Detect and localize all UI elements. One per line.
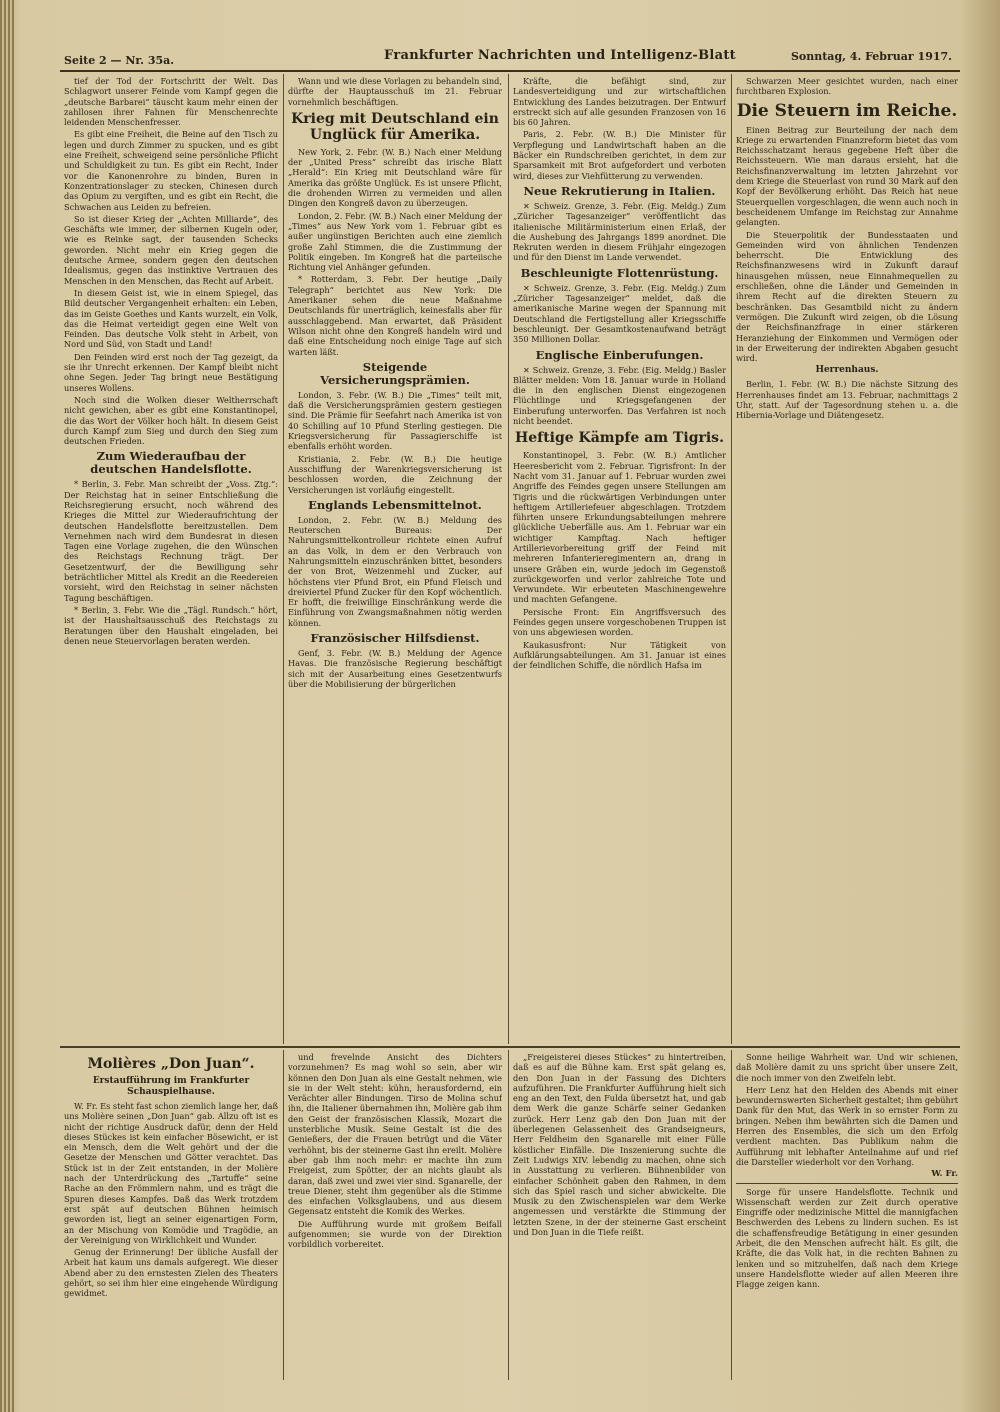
column-rule (283, 74, 284, 1044)
article-text: Einen Beitrag zur Beurteilung der nach dem Kriege zu erwartenden Finanzreform bietet das vom Reichsschatzamt heraus gegebene Heft über die Reichssteuern. Wie man daraus ersieht, hat die Reichsfinanzverwaltung im letzten Jahrzehnt vor dem Kriege die Steuerlast von rund 30 Mark auf den Kopf der Bevölkerung erhöht. Das Reich hat neue Steuerquellen vorgeschlagen, die wenn auch noch in bescheidenem Umfange im Reichstag zur Annahme gelangten. (736, 124, 958, 228)
page-header (60, 48, 960, 72)
newspaper-title: Frankfurter Nachrichten und Intelligenz-Blatt (384, 48, 736, 63)
feuilleton-column-2 (288, 1052, 502, 1380)
bound-page-edge (0, 0, 14, 1412)
article-text: In diesem Geist ist, wie in einem Spiegel, das Bild deutscher Vergangenheit erhalten: ein Leben, das im Geiste Goethes und Kants wurzelt, ein Volk, das die Heimat verteidigt gegen eine Welt von Feinden. Das deutsche Volk steht in Arbeit, von Nord und Süd, von Stadt und Land! (64, 287, 278, 350)
article-text: Genug der Erinnerung! Der übliche Ausfall der Arbeit hat kaum uns damals aufgeregt. Wie dieser Abend aber zu den ernstesten Zielen des Theaters gehört, so sei ihm hier eine eingehende Würdigung gewidmet. (64, 1247, 278, 1299)
article-text: Kräfte, die befähigt sind, zur Landesverteidigung und zur wirtschaftlichen Entwicklung des Landes beizutragen. Der Entwurf erstreckt sich auf alle gesunden Franzosen von 16 bis 60 Jahren. (513, 76, 726, 128)
column-rule (508, 74, 509, 1044)
feuilleton-title: Molières „Don Juan“. (87, 1056, 255, 1072)
headline-flottenruestung: Beschleunigte Flottenrüstung. (520, 265, 719, 280)
article-text: Konstantinopel, 3. Febr. (W. B.) Amtlicher Heeresbericht vom 2. Februar. Tigrisfront: In der Nacht vom 31. Januar auf 1. Februar wurden zwei Angriffe des Feindes gegen unsere Stellungen am Tigris und die rückwärtigen Verbindungen unter heftigem Artilleriefeuer abgeschlagen. Trotzdem führten unsere Erkundungsabteilungen mehrere glückliche Ueberfälle aus. Am 1. Februar war ein wichtiger Kampftag. Nach heftiger Artillerievorbereitung griff der Feind mit mehreren Infanterieregimentern an, drang in unsere Gräben ein, wurde jedoch im Gegenstoß zurückgeworfen und verlor zahlreiche Tote und Verwundete. Wir erbeuteten Maschinengewehre und machten Gefangene. (513, 450, 726, 605)
article-text: tief der Tod der Fortschritt der Welt. Das Schlagwort unserer Feinde vom Kampf gegen die „deutsche Barbarei“ täuscht kaum mehr einen der zahllosen ihrer Fahnen für Menschenrechte leidenden Menschenfresser. (64, 76, 278, 128)
headline-handelsflotte: Zum Wiederaufbau der deutschen Handelsflotte. (90, 449, 252, 477)
issue-date: Sonntag, 4. Februar 1917. (790, 50, 952, 63)
article-text: Wann und wie diese Vorlagen zu behandeln sind, dürfte der Hauptausschuß im 21. Februar vornehmlich beschäftigen. (288, 76, 502, 107)
article-text: London, 3. Febr. (W. B.) Die „Times“ teilt mit, daß die Versicherungsprämien gestern gestiegen sind. Die Prämie für Seefahrt nach Amerika ist von 40 Schilling auf 10 Pfund Sterling gestiegen. Die Kriegsversicherung für Passagierschiffe ist ebenfalls erhöht worden. (288, 389, 502, 452)
headline-tigris: Heftige Kämpfe am Tigris. (515, 430, 724, 447)
column-4 (736, 76, 958, 1044)
article-text: Schwarzen Meer gesichtet wurden, nach einer furchtbaren Explosion. (736, 76, 958, 97)
section-divider (736, 1183, 958, 1184)
article-text: ✕ Schweiz. Grenze, 3. Febr. (Eig. Meldg.) Zum „Züricher Tagesanzeiger“ veröffentlicht das italienische Militärministerium einen Erlaß, der die Aushebung des Jahrgangs 1899 anordnet. Die Rekruten werden in diesem Frühjahr eingezogen und für den Dienst im Lande verwendet. (513, 200, 726, 263)
article-text: * Berlin, 3. Febr. Man schreibt der „Voss. Ztg.“: Der Reichstag hat in seiner Entschließung die Reichsregierung ersucht, noch während des Krieges die Mittel zur Wiederaufrichtung der deutschen Handelsflotte bereitzustellen. Dem Vernehmen nach wird dem Bundesrat in diesen Tagen eine Vorlage zugehen, die den Wünschen des Reichstags Rechnung trägt. Der Gesetzentwurf, der die Bewilligung sehr beträchtlicher Mittel als Kredit an die Reedereien vorsieht, wird den Reichstag in seiner nächsten Tagung beschäftigen. (64, 479, 278, 603)
article-text: Die Aufführung wurde mit großem Beifall aufgenommen; sie wurde von der Direktion vorbildlich vorbereitet. (288, 1218, 502, 1250)
article-text: ✕ Schweiz. Grenze, 3. Febr. (Eig. Meldg.) Zum „Züricher Tagesanzeiger“ meldet, daß die amerikanische Marine wegen der Spannung mit Deutschland die Fertigstellung aller Kriegsschiffe beschleunigt. Der Gesamtkostenaufwand beträgt 350 Millionen Dollar. (513, 282, 726, 345)
author-signature: W. Fr. (931, 1169, 958, 1180)
headline-rekrutierung: Neue Rekrutierung in Italien. (523, 183, 716, 198)
headline-einberufungen: Englische Einberufungen. (535, 347, 704, 362)
article-text: „Freigeisterei dieses Stückes“ zu hintertreiben, daß es auf die Bühne kam. Erst spät gelang es, den Don Juan in der Fassung des Dichters aufzuführen. Die Frankfurter Aufführung hielt sich eng an den Text, den Fulda übersetzt hat, und gab dem Werk die ganze Schärfe seiner Gedanken zurück. Herr Lenz gab den Don Juan mit der überlegenen Gelassenheit des Grandseigneurs, Herr Feldheim den Sganarelle mit einer Fülle köstlicher Einfälle. Die Inszenierung suchte die Zeit Ludwigs XIV. lebendig zu machen, ohne sich in Ausstattung zu verlieren. Bühnenbilder von einfacher Schönheit gaben den Rahmen, in dem sich das Spiel rasch und sicher abwickelte. Die Musik zu den Zwischenspielen war dem Werke angemessen und verstärkte die Stimmung der letzten Szene, in der der steinerne Gast erscheint und Don Juan in die Tiefe reißt. (513, 1052, 726, 1238)
column-3 (513, 76, 726, 1044)
headline-hilfsdienst: Französischer Hilfsdienst. (310, 631, 480, 646)
article-text: New York, 2. Febr. (W. B.) Nach einer Meldung der „United Press“ schreibt das irische Blatt „Herald“: Ein Krieg mit Deutschland wäre für Amerika das größte Unglück. Es ist unsere Pflicht, die drohenden Wirren zu vermeiden und allen Dingen den Kongreß davon zu überzeugen. (288, 146, 502, 209)
article-text: Den Feinden wird erst noch der Tag gezeigt, da sie ihr Unrecht erkennen. Der Kampf bleibt nicht ohne Segen. Jeder Tag bringt neue Bestätigung unseres Wollens. (64, 351, 278, 393)
column-rule (731, 1050, 732, 1380)
article-text: Es gibt eine Freiheit, die Beine auf den Tisch zu legen und durch Zimmer zu spucken, und es gibt eine Freiheit, schweigend seine persönliche Pflicht und Schuldigkeit zu tun. Es gibt ein Recht, Inder vor die Kanonenrohre zu binden, Buren in Konzentrationslager zu stecken, Chinesen durch das Opium zu vergiften, und es gibt ein Recht, die Schwachen aus Leiden zu befreien. (64, 129, 278, 212)
article-text: London, 2. Febr. (W. B.) Nach einer Meldung der „Times“ aus New York vom 1. Februar gibt es außer ungünstigen Berichten auch eine ziemlich große Zahl Stimmen, die die Zustimmung der Politik eingeben. Im Kongreß hat die parteiische Richtung viel Anhänger gefunden. (288, 210, 502, 273)
article-text: Herr Lenz hat den Helden des Abends mit einer bewundernswerten Sicherheit gestaltet; ihm gebührt Dank für den Mut, das Werk in so ernster Form zu bringen. Neben ihm bewährten sich die Damen und Herren des Ensembles, die sich um den Erfolg verdient machten. Das Publikum nahm die Aufführung mit lebhafter Anteilnahme auf und rief die Darsteller wiederholt vor den Vorhang. (736, 1084, 958, 1167)
article-text: ✕ Schweiz. Grenze, 3. Febr. (Eig. Meldg.) Basler Blätter melden: Vom 18. Januar wurde in Holland die in den englischen Dienst eingezogenen Flüchtlinge und Kriegsgefangenen der Einberufung unterworfen. Das Verfahren ist noch nicht beendet. (513, 364, 726, 427)
article-text: London, 2. Febr. (W. B.) Meldung des Reuterschen Bureaus: Der Nahrungsmittelkontrolleur richtete einen Aufruf an das Volk, in dem er den Verbrauch von Nahrungsmitteln einzuschränken bittet, besonders der von Brot, Weizenmehl und Zucker, auf höchstens vier Pfund Brot, ein Pfund Fleisch und dreiviertel Pfund Zucker für den Kopf wöchentlich. Er hofft, die freiwillige Einschränkung werde die Einführung von Zwangsmaßnahmen nötig werden können. (288, 514, 502, 628)
feuilleton-column-3 (513, 1052, 726, 1380)
feuilleton-subtitle: Erstaufführung im Frankfurter Schauspielhause. (92, 1076, 250, 1097)
column-rule (731, 74, 732, 1044)
page-number: Seite 2 — Nr. 35a. (64, 54, 175, 67)
headline-herrenhaus: Herrenhaus. (815, 365, 879, 376)
article-text: So ist dieser Krieg der „Achten Milliarde“, des Geschäfts wie immer, der silbernen Kugeln oder, wie es Reinke sagt, der tausenden Schecks geworden. Nicht mehr ein Krieg gegen die deutsche Armee, sondern gegen den deutschen Idealismus, gegen das instinktive Vertrauen des Menschen in den Menschen, das Recht auf Arbeit. (64, 213, 278, 286)
feuilleton-divider (60, 1046, 960, 1048)
feuilleton-column-1 (64, 1052, 278, 1380)
column-2 (288, 76, 502, 1044)
headline-steuern: Die Steuern im Reiche. (736, 100, 958, 121)
article-text: * Berlin, 3. Febr. Wie die „Tägl. Rundsch.“ hört, ist der Haushaltsausschuß des Reichstags zu Beratungen über den Haushalt eingeladen, bei denen neue Steuervorlagen beraten werden. (64, 604, 278, 646)
article-text: Paris, 2. Febr. (W. B.) Die Minister für Verpflegung und Landwirtschaft haben an die Bäcker ein Rundschreiben gerichtet, in dem zur Sparsamkeit mit Brot aufgefordert und verboten wird, dieses zur Viehfütterung zu verwenden. (513, 129, 726, 181)
article-text: Sorge für unsere Handelsflotte. Technik und Wissenschaft werden zur Zeit durch operative Eingriffe oder medizinische Mittel die mannigfachen Beschwerden des Lebens zu lindern suchen. Es ist die schaffensfreudige Betätigung in einer gesunden Arbeit, die den Menschen aufrecht hält. Es gilt, die Kräfte, die das Volk hat, in die rechten Bahnen zu lenken und so mitzuhelfen, daß nach dem Kriege unsere Handelsflotte wieder auf allen Meeren ihre Flagge zeigen kann. (736, 1186, 958, 1290)
column-rule (283, 1050, 284, 1380)
article-text: Noch sind die Wolken dieser Weltherrschaft nicht gewichen, aber es gibt eine Konstantinopel, die das Wort der Völker hoch hält. In diesem Geist durch Kampf zum Sieg und durch den Sieg zum deutschen Frieden. (64, 394, 278, 447)
article-text: W. Fr. Es steht fast schon ziemlich lange her, daß uns Molière seinen „Don Juan“ gab. Allzu oft ist es nicht der richtige Ausdruck dafür, denn der Held dieses Stückes ist kein einfacher Bösewicht, er ist ein Mensch, dem die Welt gehört und der die Gesetze der Menschen und Götter verachtet. Das Stück ist in der Zeit entstanden, in der Molière nach der Unterdrückung des „Tartuffe“ seine Rache an den Frömmlern nahm, und es trägt die Spuren dieses Kampfes. Daß das Werk trotzdem erst spät auf deutschen Bühnen heimisch geworden ist, liegt an seiner eigenartigen Form, an der Mischung von Komödie und Tragödie, an der Vereinigung von Wirklichkeit und Wunder. (64, 1101, 278, 1245)
headline-lebensmittelnot: Englands Lebensmittelnot. (308, 497, 482, 512)
article-text: Kristiania, 2. Febr. (W. B.) Die heutige Ausschiffung der Warenkriegsversicherung ist beschlossen worden, die Zeichnung der Versicherungen ist vorläufig eingestellt. (288, 453, 502, 495)
article-text: Sonne heilige Wahrheit war. Und wir schienen, daß Molière damit zu uns spricht über unsere Zeit, die noch immer von den Zweifeln lebt. (736, 1052, 958, 1083)
column-rule (508, 1050, 509, 1380)
article-text: Die Steuerpolitik der Bundesstaaten und Gemeinden wird von ähnlichen Tendenzen beherrscht. Die Entwicklung des Reichsfinanzwesens wird in Zukunft darauf hinausgehen müssen, neue Einnahmequellen zu erschließen, ohne die Länder und Gemeinden in ihrem Recht auf die direkten Steuern zu beschränken. Das Gesamtbild nicht zu ändern vermögen. Die Zukunft wird zeigen, ob die Lösung der Reichsfinanzfrage in einer stärkeren Heranziehung der Einkommen und Vermögen oder in der Erweiterung der indirekten Abgaben gesucht wird. (736, 229, 958, 364)
article-text: Kaukasusfront: Nur Tätigkeit von Aufklärungsabteilungen. Am 31. Januar ist eines der feindlichen Schiffe, die nördlich Hafsa im (513, 639, 726, 671)
headline-amerika: Krieg mit Deutschland ein Unglück für Amerika. (291, 110, 499, 143)
article-text: Genf, 3. Febr. (W. B.) Meldung der Agence Havas. Die französische Regierung beschäftigt sich mit der Ausarbeitung eines Gesetzentwurfs über die Mobilisierung der bürgerlichen (288, 648, 502, 689)
article-text: Persische Front: Ein Angriffsversuch des Feindes gegen unsere vorgeschobenen Truppen ist von uns abgewiesen worden. (513, 606, 726, 638)
article-text: Berlin, 1. Febr. (W. B.) Die nächste Sitzung des Herrenhauses findet am 13. Februar, nachmittags 2 Uhr, statt. Auf der Tagesordnung stehen u. a. die Hibernia-Vorlage und Diätengesetz. (736, 379, 958, 421)
column-1 (64, 76, 278, 1044)
article-text: und frevelnde Ansicht des Dichters vorzunehmen? Es mag wohl so sein, aber wir können den Don Juan als eine Gestalt nehmen, wie sie in der Welt steht: kühn, herausfordernd, ein Verächter aller Bindungen. Tirso de Molina schuf ihn, die Italiener übernahmen ihn, Molière gab ihm den Geist der französischen Klassik, Mozart die unsterbliche Musik. Seine Gestalt ist die des Genießers, der die Frauen betrügt und die Väter verhöhnt, bis der steinerne Gast ihn ereilt. Molière aber gab ihm noch mehr: er machte ihn zum Freigeist, zum Spötter, der an nichts glaubt als daran, daß zwei und zwei vier sind. Sganarelle, der treue Diener, steht ihm gegenüber als die Stimme des einfachen Volksglaubens, und aus diesem Gegensatz entsteht die Komik des Werkes. (288, 1052, 502, 1217)
article-text: * Rotterdam, 3. Febr. Der heutige „Daily Telegraph“ berichtet aus New York: Die Amerikaner sehen die neue Maßnahme Deutschlands für unerträglich, keinesfalls aber für ausschlaggebend. Man erwartet, daß Präsident Wilson nicht ohne den Kongreß handeln wird und daß eine Entscheidung noch einige Tage auf sich warten läßt. (288, 274, 502, 357)
feuilleton-column-4 (736, 1052, 958, 1380)
headline-versicherung: Steigende Versicherungsprämien. (320, 359, 470, 387)
